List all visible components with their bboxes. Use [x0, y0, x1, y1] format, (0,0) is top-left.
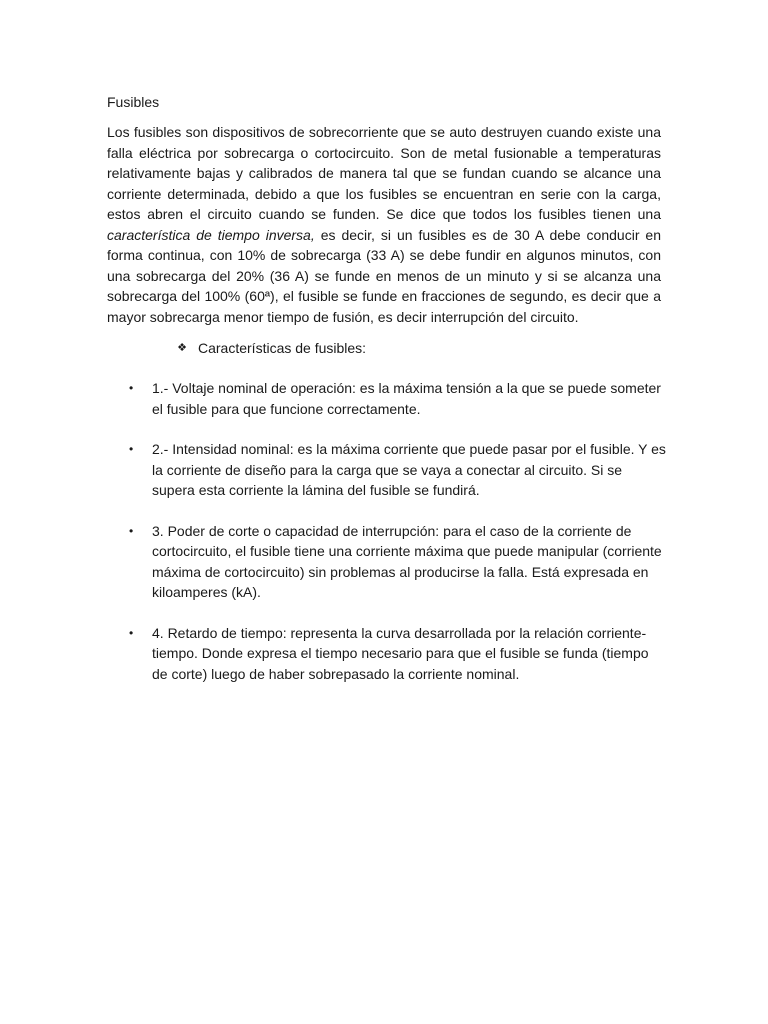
intro-paragraph	[107, 122, 661, 327]
list-item	[127, 439, 667, 501]
characteristics-list	[127, 378, 667, 704]
paragraph-text-part1: Los fusibles son dispositivos de sobrecorriente que se auto destruyen cuando existe una falla eléctrica por sobrecarga o cortocircuito. Son de metal fusionable a temperaturas relativamente bajas y calibrados de manera tal que se fundan cuando se alcance una corriente determinada, debido a que los fusibles se encuentran en serie con la carga, estos abren el circuito cuando se funden. Se dice que todos los fusibles tienen una	[107, 124, 661, 222]
bullet-icon: •	[129, 523, 134, 538]
bullet-icon: •	[129, 442, 134, 456]
document-title: Fusibles	[107, 94, 160, 110]
list-item	[127, 521, 667, 603]
paragraph-italic-term: característica de tiempo inversa,	[107, 226, 315, 243]
characteristics-heading	[175, 338, 366, 358]
bullet-icon: •	[129, 625, 134, 640]
diamond-bullet-icon: ❖	[177, 342, 187, 354]
list-item-text: 2.- Intensidad nominal: es la máxima corriente que puede pasar por el fusible. Y es la corriente de diseño para la carga que se vaya a conectar al circuito. Si se supera esta corriente la lámina del fusible se fundirá.	[152, 441, 666, 498]
list-item	[127, 378, 667, 419]
bullet-icon: •	[129, 381, 134, 395]
list-item	[127, 623, 667, 685]
list-item-text: 3. Poder de corte o capacidad de interrupción: para el caso de la corriente de cortocircuito, el fusible tiene una corriente máxima que puede manipular (corriente máxima de cortocircuito) sin problemas al producirse la falla. Está expresada en kiloamperes (kA).	[152, 522, 662, 600]
list-item-text: 1.- Voltaje nominal de operación: es la máxima tensión a la que se puede someter el fusible para que funcione correctamente.	[152, 380, 661, 417]
characteristics-heading-text: Características de fusibles:	[198, 340, 367, 356]
paragraph-text-part2: es decir, si un fusibles es de 30 A debe conducir en forma continua, con 10% de sobrecarga (33 A) se debe fundir en algunos minutos, con una sobrecarga del 20% (36 A) se funde en menos de un minuto y si se alcanza una sobrecarga del 100% (60ª), el fusible se funde en fracciones de segundo, es decir que a mayor sobrecarga menor tiempo de fusión, es decir interrupción del circuito.	[107, 226, 662, 325]
list-item-text: 4. Retardo de tiempo: representa la curva desarrollada por la relación corriente-tiempo. Donde expresa el tiempo necesario para que el fusible se funda (tiempo de corte) luego de haber sobrepasado la corriente nominal.	[152, 624, 649, 682]
